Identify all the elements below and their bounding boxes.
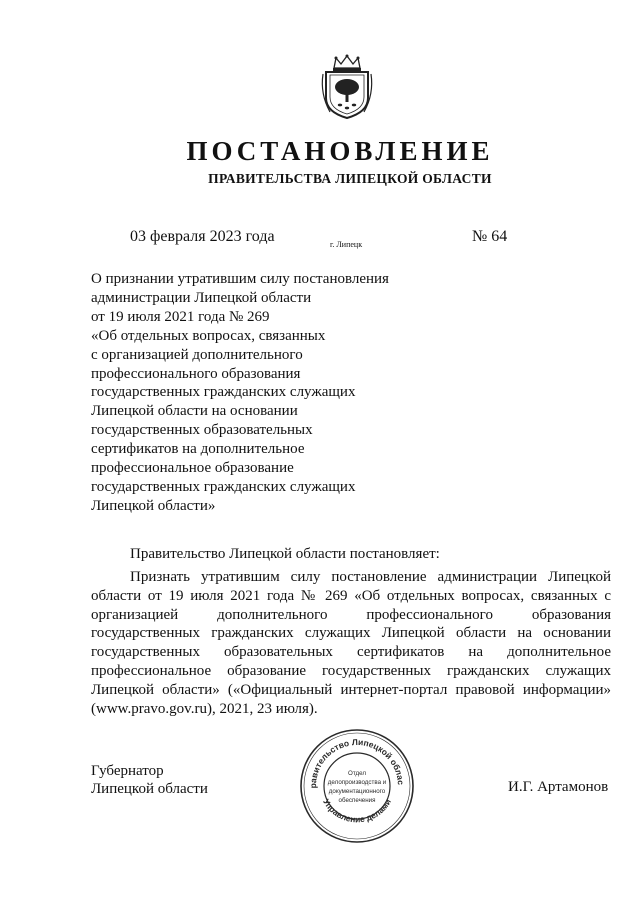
- preamble: Правительство Липецкой области постановляет:: [130, 546, 440, 562]
- body-line: Липецкой области» («Официальный интернет-портал правовой информации»: [91, 681, 611, 698]
- body-line: области от 19 июля 2021 года № 269 «Об отдельных вопросах, связанных с: [91, 587, 611, 604]
- document-subject: [91, 270, 411, 516]
- stamp-inner-line: обеспечения: [338, 797, 376, 804]
- coat-of-arms-icon: [318, 54, 376, 120]
- body-line: Признать утратившим силу постановление администрации Липецкой: [130, 569, 611, 585]
- subject-line: сертификатов на дополнительное: [91, 441, 305, 458]
- document-number: № 64: [472, 228, 508, 245]
- document-subtitle: ПРАВИТЕЛЬСТВА ЛИПЕЦКОЙ ОБЛАСТИ: [208, 171, 492, 186]
- stamp-outer-text: равительство Липецкой облас: [307, 736, 407, 789]
- subject-line: государственных гражданских служащих: [91, 384, 356, 401]
- body-line: государственных гражданских служащих Липецкой области на основании: [91, 625, 611, 642]
- document-title: ПОСТАНОВЛЕНИЕ: [186, 136, 494, 166]
- subject-line: от 19 июля 2021 года № 269: [91, 308, 270, 325]
- subject-line: профессиональное образование: [91, 460, 294, 477]
- body-line: государственных образовательных сертификатов на дополнительное: [91, 644, 611, 661]
- signatory-position-line: Липецкой области: [91, 781, 208, 797]
- stamp-inner-line: документационного: [328, 788, 386, 795]
- subject-line: профессионального образования: [91, 365, 301, 382]
- signatory-position: [91, 762, 208, 798]
- stamp-bottom-text: Управление делами: [321, 797, 393, 825]
- body-line: (www.pravo.gov.ru), 2021, 23 июля).: [91, 700, 318, 717]
- stamp-inner-line: Отдел: [348, 770, 366, 777]
- body-paragraph: [91, 568, 611, 718]
- subject-line: администрации Липецкой области: [91, 289, 312, 306]
- document-date: 03 февраля 2023 года: [130, 228, 275, 245]
- subject-line: государственных образовательных: [91, 422, 313, 439]
- subject-line: государственных гражданских служащих: [91, 478, 356, 495]
- body-line: профессиональное образование государственных гражданских служащих: [91, 662, 611, 679]
- body-line: организацией дополнительного профессионального образования: [91, 606, 611, 623]
- signatory-position-line: Губернатор: [91, 763, 164, 779]
- document-city: г. Липецк: [330, 240, 363, 249]
- subject-line: О признании утратившим силу постановления: [91, 271, 389, 287]
- subject-line: с организацией дополнительного: [91, 346, 303, 363]
- signatory-name: И.Г. Артамонов: [508, 779, 609, 795]
- subject-line: «Об отдельных вопросах, связанных: [91, 327, 326, 344]
- subject-line: Липецкой области»: [91, 497, 216, 514]
- subject-line: Липецкой области на основании: [91, 403, 298, 420]
- official-stamp: [298, 727, 416, 845]
- stamp-inner-line: делопроизводства и: [327, 779, 387, 786]
